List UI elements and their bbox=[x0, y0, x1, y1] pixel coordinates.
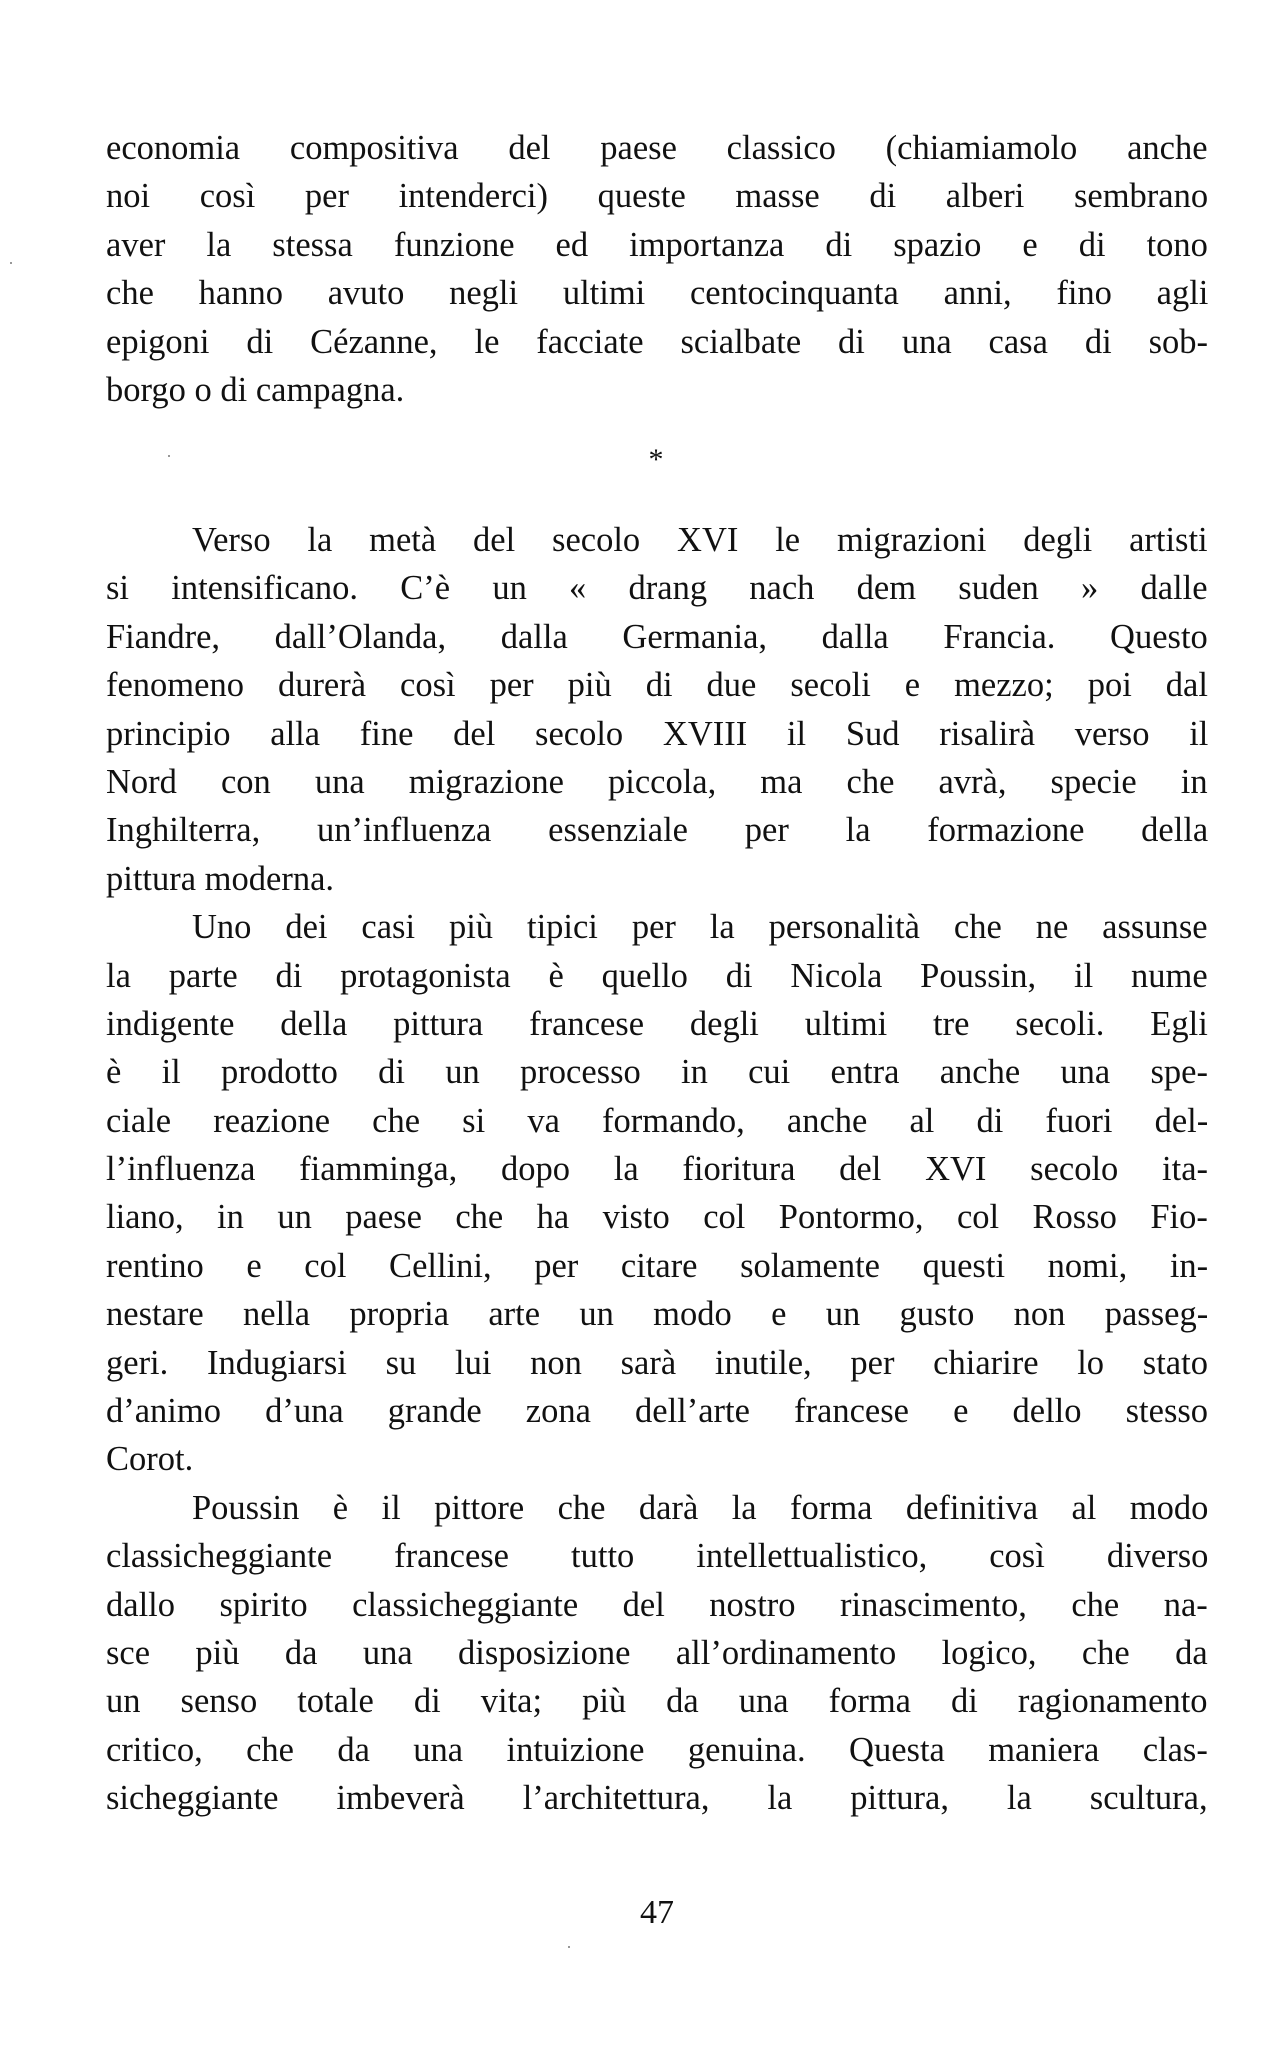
text-line: Fiandre, dall’Olanda, dalla Germania, dalla Francia. Questo bbox=[106, 617, 1208, 656]
text-line: geri. Indugiarsi su lui non sarà inutile, per chiarire lo stato bbox=[106, 1343, 1208, 1382]
page-number: 47 bbox=[640, 1894, 674, 1931]
text-line: sicheggiante imbeverà l’architettura, la pittura, la scultura, bbox=[106, 1779, 1208, 1818]
text-line: ciale reazione che si va formando, anche al di fuori del- bbox=[106, 1101, 1209, 1140]
text-line: sce più da una disposizione all’ordinamento logico, che da bbox=[106, 1633, 1208, 1672]
text-line: pittura moderna. bbox=[106, 859, 335, 898]
text-line: noi così per intenderci) queste masse di alberi sembrano bbox=[106, 177, 1209, 216]
text-line: epigoni di Cézanne, le facciate scialbate di una casa di sob- bbox=[106, 322, 1209, 361]
paragraph-migrations bbox=[106, 516, 1208, 903]
text-line: borgo o di campagna. bbox=[106, 370, 405, 409]
text-line: Uno dei casi più tipici per la personalità che ne assunse bbox=[192, 908, 1208, 947]
text-line: la parte di protagonista è quello di Nicola Poussin, il nume bbox=[106, 956, 1208, 995]
text-line: d’animo d’una grande zona dell’arte francese e dello stesso bbox=[106, 1392, 1209, 1431]
text-line: Corot. bbox=[106, 1440, 194, 1479]
text-line: che hanno avuto negli ultimi centocinquanta anni, fino agli bbox=[106, 274, 1209, 313]
text-line: nestare nella propria arte un modo e un gusto non passeg- bbox=[106, 1295, 1209, 1334]
text-line: economia compositiva del paese classico (chiamiamolo anche bbox=[106, 129, 1208, 167]
text-line: un senso totale di vita; più da una forma di ragionamento bbox=[106, 1682, 1208, 1721]
text-line: Verso la metà del secolo XVI le migrazioni degli artisti bbox=[192, 521, 1208, 559]
paragraph-intro bbox=[106, 124, 1208, 414]
text-line: aver la stessa funzione ed importanza di spazio e di tono bbox=[106, 225, 1208, 264]
text-line: si intensificano. C’è un « drang nach dem suden » dalle bbox=[106, 569, 1208, 608]
section-break-asterisk: * bbox=[648, 443, 664, 476]
paragraph-poussin-classicism bbox=[106, 1484, 1208, 1823]
text-line: Poussin è il pittore che darà la forma definitiva al modo bbox=[192, 1488, 1209, 1527]
text-line: classicheggiante francese tutto intellettualistico, così diverso bbox=[106, 1537, 1209, 1576]
text-line: principio alla fine del secolo XVIII il Sud risalirà verso il bbox=[106, 714, 1209, 753]
text-line: Inghilterra, un’influenza essenziale per la formazione della bbox=[106, 811, 1209, 850]
text-line: indigente della pittura francese degli ultimi tre secoli. Egli bbox=[106, 1004, 1208, 1043]
text-line: dallo spirito classicheggiante del nostro rinascimento, che na- bbox=[106, 1585, 1208, 1624]
text-line: Nord con una migrazione piccola, ma che avrà, specie in bbox=[106, 762, 1208, 801]
text-line: critico, che da una intuizione genuina. Questa maniera clas- bbox=[106, 1730, 1208, 1769]
text-line: rentino e col Cellini, per citare solamente questi nomi, in- bbox=[106, 1246, 1209, 1285]
text-line: liano, in un paese che ha visto col Pontormo, col Rosso Fio- bbox=[106, 1198, 1208, 1237]
text-line: è il prodotto di un processo in cui entra anche una spe- bbox=[106, 1053, 1208, 1092]
scan-speck bbox=[10, 262, 12, 264]
scan-speck bbox=[568, 1946, 570, 1948]
text-line: fenomeno durerà così per più di due secoli e mezzo; poi dal bbox=[106, 666, 1208, 705]
paragraph-poussin-intro bbox=[106, 903, 1208, 1484]
text-line: l’influenza fiamminga, dopo la fioritura del XVI secolo ita- bbox=[106, 1150, 1209, 1189]
body-text bbox=[106, 516, 1208, 1823]
